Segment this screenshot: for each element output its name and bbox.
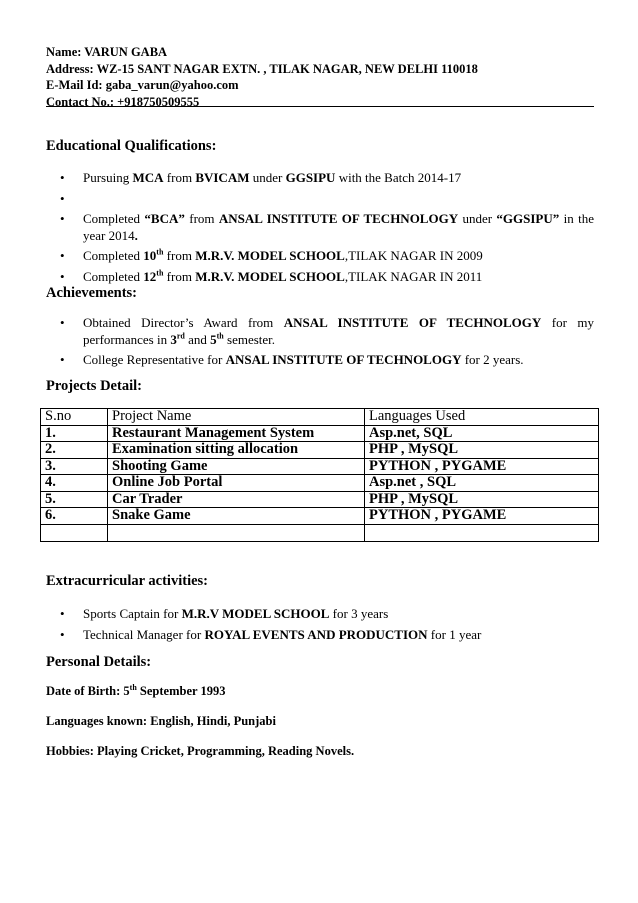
- table-row: [41, 458, 599, 475]
- contact-line: Contact No.: +918750509555: [46, 94, 200, 109]
- column-header: Languages Used: [365, 409, 599, 426]
- list-item: • College Representative for ANSAL INSTITUTE OF TECHNOLOGY for 2 years.: [60, 352, 524, 367]
- table-cell: Online Job Portal: [108, 475, 365, 492]
- list-item: • Completed 10th from M.R.V. MODEL SCHOOL,TILAK NAGAR IN 2009: [60, 247, 483, 263]
- table-row: [41, 524, 599, 541]
- table-cell: 5.: [41, 491, 108, 508]
- bullet-icon: •: [60, 170, 65, 185]
- table-row: [41, 491, 599, 508]
- bullet-icon: •: [60, 211, 65, 226]
- table-cell: PYTHON , PYGAME: [365, 458, 599, 475]
- table-cell: [365, 524, 599, 541]
- bullet-icon: •: [60, 190, 65, 206]
- table-cell: [108, 524, 365, 541]
- list-item: • Completed 12th from M.R.V. MODEL SCHOOL,TILAK NAGAR IN 2011: [60, 268, 483, 284]
- table-cell: 3.: [41, 458, 108, 475]
- table-row: [41, 442, 599, 459]
- table-cell: Car Trader: [108, 491, 365, 508]
- header-divider: [46, 106, 594, 107]
- bullet-icon: •: [60, 606, 65, 621]
- column-header: Project Name: [108, 409, 365, 426]
- address-line: Address: WZ-15 SANT NAGAR EXTN. , TILAK NAGAR, NEW DELHI 110018: [46, 61, 478, 76]
- bullet-icon: •: [60, 268, 65, 284]
- email-line: E-Mail Id: gaba_varun@yahoo.com: [46, 78, 239, 92]
- table-cell: Shooting Game: [108, 458, 365, 475]
- date-of-birth: Date of Birth: 5th September 1993: [46, 682, 226, 698]
- table-cell: PHP , MySQL: [365, 442, 599, 459]
- hobbies: Hobbies: Playing Cricket, Programming, Reading Novels.: [46, 744, 355, 758]
- list-item: • Obtained Director’s Award from ANSAL INSTITUTE OF TECHNOLOGY for my performances in 3rd and 5th semester.: [60, 315, 594, 347]
- table-cell: [41, 524, 108, 541]
- projects-table: [40, 408, 599, 542]
- table-row: [41, 425, 599, 442]
- achievements-list: [46, 315, 594, 369]
- table-row: [41, 475, 599, 492]
- table-cell: Asp.net, SQL: [365, 425, 599, 442]
- education-heading: Educational Qualifications:: [46, 138, 217, 154]
- table-cell: Restaurant Management System: [108, 425, 365, 442]
- table-cell: Asp.net , SQL: [365, 475, 599, 492]
- bullet-icon: •: [60, 626, 65, 642]
- personal-heading: Personal Details:: [46, 654, 152, 670]
- languages-known: Languages known: English, Hindi, Punjabi: [46, 714, 276, 728]
- column-header: S.no: [41, 409, 108, 426]
- bullet-icon: •: [60, 352, 65, 367]
- extracurricular-heading: Extracurricular activities:: [46, 573, 208, 589]
- list-item: • Sports Captain for M.R.V MODEL SCHOOL for 3 years: [60, 606, 389, 621]
- table-cell: Examination sitting allocation: [108, 442, 365, 459]
- table-cell: 4.: [41, 475, 108, 492]
- contact-header: [46, 44, 594, 110]
- list-item: • Completed “BCA” from ANSAL INSTITUTE OF TECHNOLOGY under “GGSIPU” in the year 2014.: [60, 211, 594, 243]
- table-cell: 2.: [41, 442, 108, 459]
- table-header-row: [41, 409, 599, 426]
- table-cell: 6.: [41, 508, 108, 525]
- table-row: [41, 508, 599, 525]
- bullet-icon: •: [60, 315, 65, 330]
- table-cell: 1.: [41, 425, 108, 442]
- list-item: • Pursuing MCA from BVICAM under GGSIPU with the Batch 2014-17: [60, 170, 462, 185]
- projects-heading: Projects Detail:: [46, 378, 142, 394]
- list-item: • Technical Manager for ROYAL EVENTS AND PRODUCTION for 1 year: [60, 626, 482, 642]
- achievements-heading: Achievements:: [46, 285, 138, 301]
- list-item: [46, 191, 594, 208]
- name-line: Name: VARUN GABA: [46, 45, 168, 59]
- table-cell: PYTHON , PYGAME: [365, 508, 599, 525]
- table-cell: Snake Game: [108, 508, 365, 525]
- education-list: [46, 170, 594, 285]
- table-cell: PHP , MySQL: [365, 491, 599, 508]
- bullet-icon: •: [60, 248, 65, 263]
- extracurricular-list: [46, 606, 594, 643]
